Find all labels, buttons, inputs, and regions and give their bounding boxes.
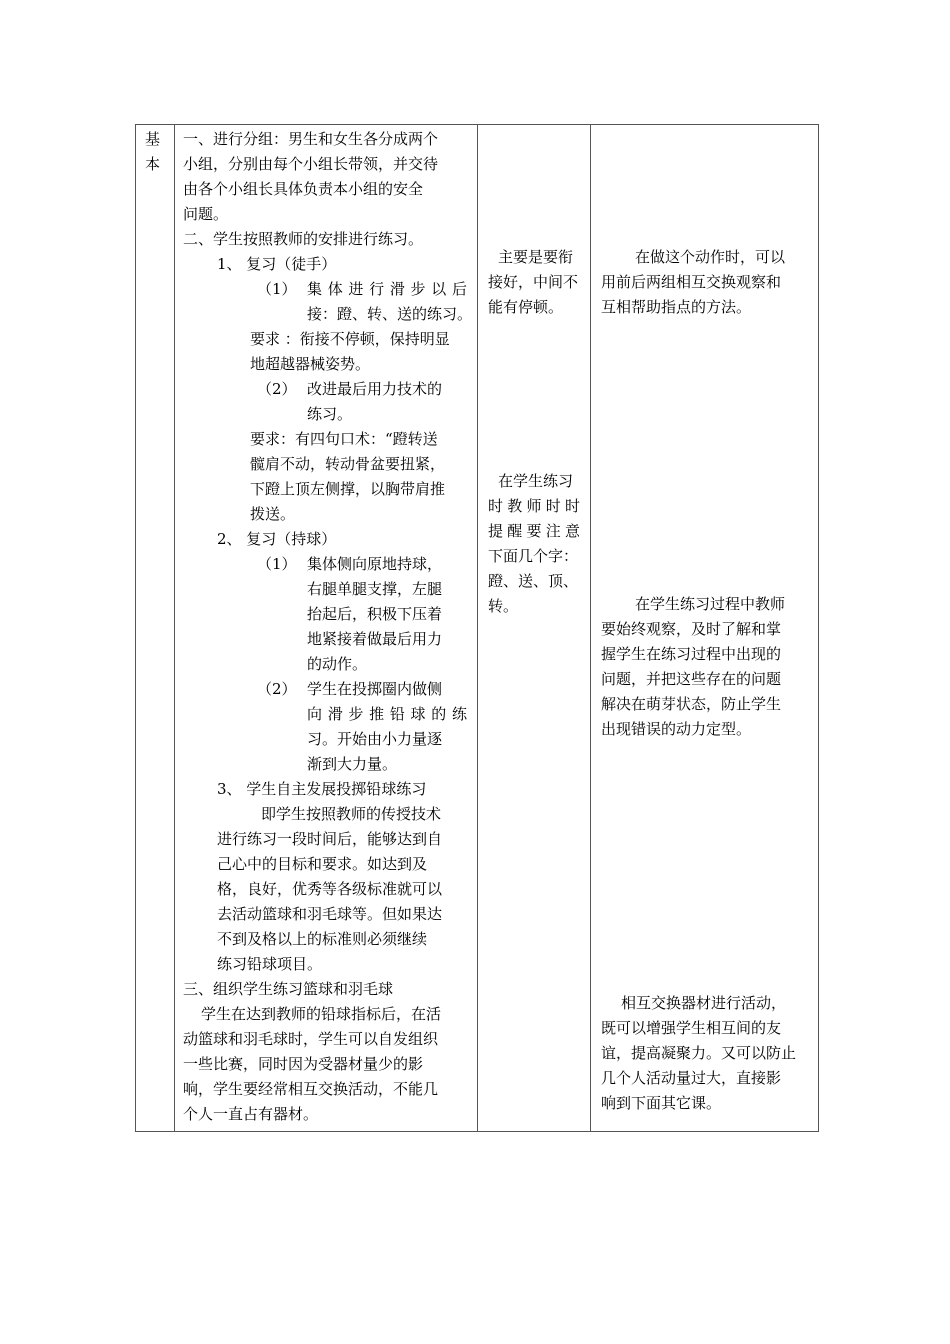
notes-line: 提醒要注意 bbox=[488, 522, 580, 540]
content-line: 接：蹬、转、送的练习。 bbox=[307, 305, 473, 323]
methods-line: 解决在萌芽状态，防止学生 bbox=[601, 695, 782, 713]
methods-line: 握学生在练习过程中出现的 bbox=[601, 645, 782, 663]
content-line: 动篮球和羽毛球时，学生可以自发组织 bbox=[183, 1030, 439, 1048]
notes-line: 能有停顿。 bbox=[488, 298, 564, 316]
methods-line: 用前后两组相互交换观察和 bbox=[601, 273, 782, 291]
methods-line: 几个人活动量过大，直接影 bbox=[601, 1069, 782, 1087]
methods-line: 既可以增强学生相互间的友 bbox=[601, 1019, 782, 1037]
methods-line: 相互交换器材进行活动， bbox=[621, 994, 787, 1012]
content-line: 问题。 bbox=[183, 205, 229, 223]
content-line: 1、 复习（徒手） bbox=[217, 255, 337, 273]
content-line: 集体侧向原地持球， bbox=[307, 555, 443, 573]
notes-line: 蹬、送、顶、 bbox=[488, 572, 579, 590]
table-row bbox=[136, 125, 819, 1132]
content-line: 向滑步推铅球的练 bbox=[307, 705, 467, 723]
content-line: 渐到大力量。 bbox=[307, 755, 398, 773]
stage-label-char: 基 bbox=[145, 130, 161, 148]
methods-line: 要始终观察，及时了解和掌 bbox=[601, 620, 782, 638]
content-line: 习。开始由小力量逐 bbox=[307, 730, 443, 748]
content-line: 右腿单腿支撑，左腿 bbox=[307, 580, 443, 598]
content-line: 地紧接着做最后用力 bbox=[307, 630, 443, 648]
content-line: 要求：有四句口术：“蹬转送 bbox=[250, 430, 438, 448]
content-line: 学生在达到教师的铅球指标后，在活 bbox=[201, 1005, 442, 1023]
methods-cell bbox=[591, 125, 819, 1132]
content-line: 进行练习一段时间后，能够达到自 bbox=[217, 830, 443, 848]
content-line: 一些比赛，同时因为受器材量少的影 bbox=[183, 1055, 424, 1073]
content-line: 抬起后，积极下压着 bbox=[307, 605, 443, 623]
content-line: 去活动篮球和羽毛球等。但如果达 bbox=[217, 905, 443, 923]
methods-line: 互相帮助指点的方法。 bbox=[601, 298, 752, 316]
notes-line: 主要是要衔 bbox=[498, 248, 574, 266]
notes-line: 接好，中间不 bbox=[488, 273, 579, 291]
content-line: 一、进行分组：男生和女生各分成两个 bbox=[183, 130, 439, 148]
stage-cell bbox=[136, 125, 175, 1132]
content-line: 练习铅球项目。 bbox=[217, 955, 323, 973]
content-line: 集体进行滑步以后 bbox=[307, 280, 467, 298]
content-line: 要求 ：衔接不停顿，保持明显 bbox=[250, 330, 450, 348]
content-line: 三、组织学生练习篮球和羽毛球 bbox=[183, 980, 394, 998]
content-line: 拨送。 bbox=[250, 505, 296, 523]
notes-line: 转。 bbox=[488, 597, 519, 615]
content-line: 地超越器械姿势。 bbox=[250, 355, 371, 373]
content-line: 不到及格以上的标准则必须继续 bbox=[217, 930, 428, 948]
notes-cell bbox=[478, 125, 591, 1132]
content-line: 己心中的目标和要求。如达到及 bbox=[217, 855, 428, 873]
content-line: 练习。 bbox=[307, 405, 353, 423]
methods-line: 出现错误的动力定型。 bbox=[601, 720, 752, 738]
content-line: 小组，分别由每个小组长带领，并交待 bbox=[183, 155, 439, 173]
content-cell bbox=[175, 125, 478, 1132]
stage-label-char: 本 bbox=[145, 155, 161, 173]
methods-line: 响到下面其它课。 bbox=[601, 1094, 722, 1112]
content-line: 学生在投掷圈内做侧 bbox=[307, 680, 443, 698]
methods-line: 谊，提高凝聚力。又可以防止 bbox=[601, 1044, 797, 1062]
content-line: 的动作。 bbox=[307, 655, 368, 673]
content-line: 即学生按照教师的传授技术 bbox=[261, 805, 442, 823]
content-line: 响，学生要经常相互交换活动，不能几 bbox=[183, 1080, 439, 1098]
content-line: （1） bbox=[257, 280, 297, 298]
content-line: 2、 复习（持球） bbox=[217, 530, 337, 548]
methods-line: 问题，并把这些存在的问题 bbox=[601, 670, 782, 688]
content-line: 二、学生按照教师的安排进行练习。 bbox=[183, 230, 424, 248]
content-line: （1） bbox=[257, 555, 297, 573]
content-line: 髋肩不动，转动骨盆要扭紧， bbox=[250, 455, 446, 473]
content-line: 改进最后用力技术的 bbox=[307, 380, 443, 398]
content-line: （2） bbox=[257, 680, 297, 698]
notes-line: 时教师时时 bbox=[488, 497, 580, 515]
content-line: 下蹬上顶左侧撑，以胸带肩推 bbox=[250, 480, 446, 498]
methods-line: 在学生练习过程中教师 bbox=[635, 595, 786, 613]
methods-line: 在做这个动作时，可以 bbox=[635, 248, 786, 266]
content-line: 由各个小组长具体负责本小组的安全 bbox=[183, 180, 424, 198]
content-line: 个人一直占有器材。 bbox=[183, 1105, 319, 1123]
content-line: （2） bbox=[257, 380, 297, 398]
lesson-plan-table bbox=[135, 124, 819, 1132]
content-line: 3、 学生自主发展投掷铅球练习 bbox=[217, 780, 427, 798]
content-line: 格，良好，优秀等各级标准就可以 bbox=[217, 880, 443, 898]
notes-line: 在学生练习 bbox=[498, 472, 574, 490]
notes-line: 下面几个字： bbox=[488, 547, 579, 565]
